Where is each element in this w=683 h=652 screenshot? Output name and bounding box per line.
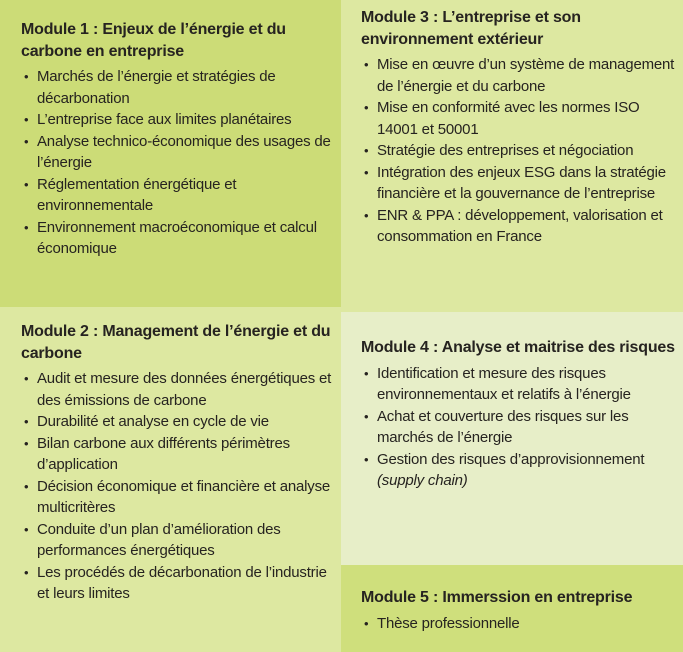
module-4-list [361,363,677,492]
module-3-card [341,0,683,312]
bullet-text: Les procédés de décarbonation de l’industrie et leurs limites [37,563,327,602]
bullet-text: Thèse professionnelle [377,614,520,632]
list-item [21,66,332,109]
bullet-text: Identification et mesure des risques environnementaux et relatifs à l’énergie [377,364,631,403]
bullet-icon: • [24,478,29,494]
bullet-icon: • [24,371,29,386]
list-item [21,411,332,433]
list-item [21,519,332,562]
module-2-list [21,368,332,605]
bullet-icon: • [24,564,29,580]
bullet-text: Intégration des enjeux ESG dans la stratégie financière et la gouvernance de l’entreprise [377,163,666,202]
bullet-text: Achat et couverture des risques sur les marchés de l’énergie [377,407,629,446]
bullet-icon: • [24,176,29,192]
module-1-title: Module 1 : Enjeux de l’énergie et du carbone en entreprise [21,21,286,60]
bullet-icon: • [364,164,369,180]
bullet-icon: • [364,207,369,223]
bullet-icon: • [364,451,369,467]
bullet-icon: • [364,408,369,424]
bullet-icon: • [364,365,369,381]
list-item [361,162,677,205]
bullet-text: Durabilité et analyse en cycle de vie [37,413,269,430]
bullet-icon: • [24,219,29,235]
bullet-text: Décision économique et financière et analyse multicritères [37,477,331,516]
list-item [21,131,332,174]
list-item [361,205,677,248]
bullet-icon: • [364,57,369,72]
bullet-icon: • [364,143,369,158]
bullet-icon: • [24,112,29,127]
bullet-icon: • [24,133,29,149]
module-5-title: Module 5 : Immerssion en entreprise [361,589,633,606]
bullet-icon: • [24,414,29,429]
bullet-text: Environnement macroéconomique et calcul économique [37,218,317,257]
bullet-text: Mise en conformité avec les normes ISO 14001 et 50001 [377,99,640,138]
list-item [361,140,677,162]
bullet-icon: • [24,521,29,537]
module-1-list [21,66,332,260]
bullet-text: Marchés de l’énergie et stratégies de décarbonation [37,68,276,107]
list-item [21,368,332,411]
list-item [361,449,677,492]
list-item [361,363,677,406]
module-5-list [361,613,677,635]
bullet-text: Mise en œuvre d’un système de management de l’énergie et du carbone [377,56,675,95]
list-item [361,97,677,140]
module-1-card [0,0,341,307]
bullet-text: Audit et mesure des données énergétiques et des émissions de carbone [37,370,332,409]
list-item [361,613,677,635]
module-4-card [341,312,683,565]
module-3-list [361,54,677,248]
bullet-text: Analyse technico-économique des usages de l’énergie [37,132,331,171]
list-item [21,562,332,605]
list-item [361,406,677,449]
module-5-card [341,565,683,652]
bullet-icon: • [24,69,29,84]
bullet-text: Conduite d’un plan d’amélioration des performances énergétiques [37,520,281,559]
bullet-text: Stratégie des entreprises et négociation [377,142,634,159]
module-3-title: Module 3 : L’entreprise et son environnement extérieur [361,9,581,48]
module-2-card [0,307,341,652]
bullet-text: ENR & PPA : développement, valorisation et consommation en France [377,206,663,245]
bullet-text: Bilan carbone aux différents périmètres d’application [37,434,290,473]
bullet-text: Réglementation énergétique et environnementale [37,175,237,214]
bullet-icon: • [24,435,29,451]
module-4-title: Module 4 : Analyse et maitrise des risques [361,339,675,356]
bullet-text: Gestion des risques d’approvisionnement [377,450,645,468]
list-item [361,54,677,97]
list-item [21,476,332,519]
bullet-text: L’entreprise face aux limites planétaires [37,111,292,128]
bullet-icon: • [364,615,369,631]
bullet-icon: • [364,100,369,115]
list-item [21,109,332,131]
list-item [21,174,332,217]
bullet-text-italic: (supply chain) [377,472,468,489]
list-item [21,433,332,476]
list-item [21,217,332,260]
module-2-title: Module 2 : Management de l’énergie et du carbone [21,323,331,362]
